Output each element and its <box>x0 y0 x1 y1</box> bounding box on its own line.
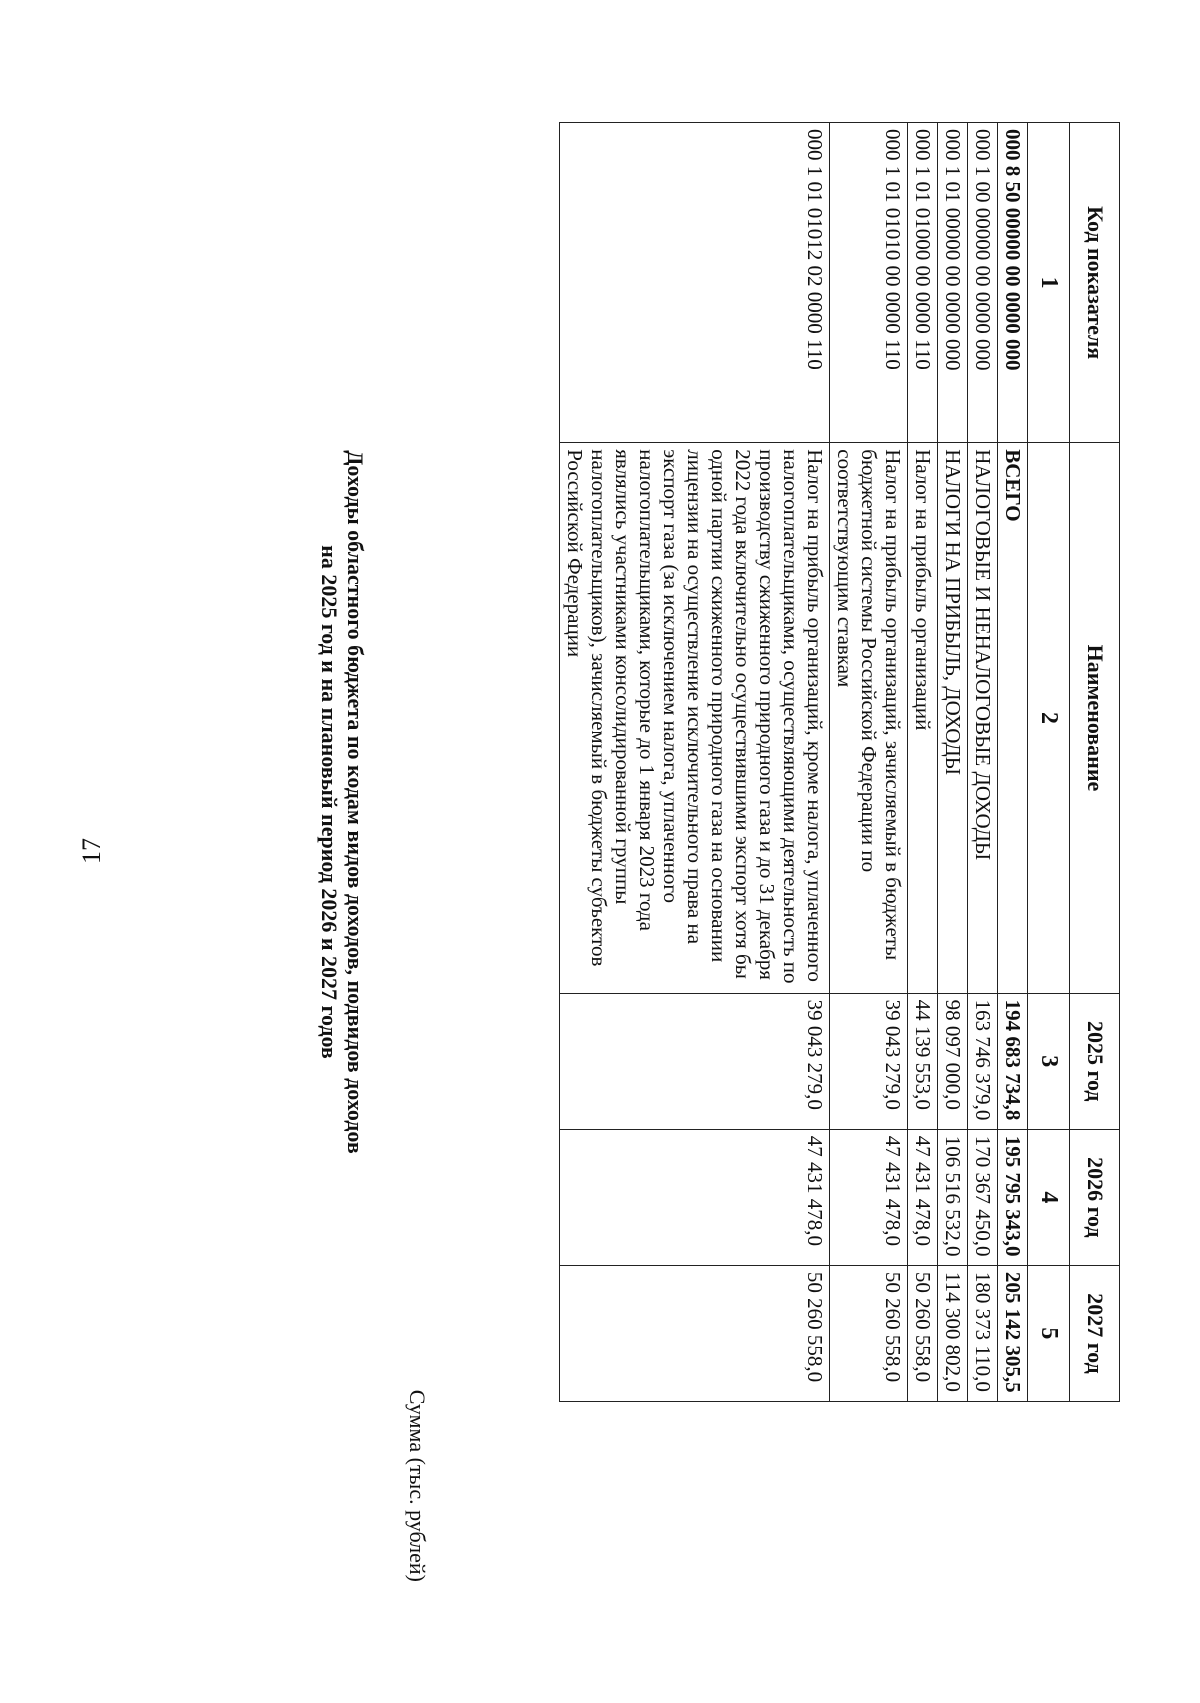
units-label: Сумма (тыс. рублей) <box>405 1389 430 1582</box>
row-value-2027: 50 260 558,0 <box>560 1265 830 1401</box>
row-value-2026: 47 431 478,0 <box>908 1129 938 1265</box>
table-row-total <box>998 123 1028 1402</box>
revenue-table <box>559 122 1120 1402</box>
rotated-page-content <box>220 122 1120 1582</box>
table-row <box>938 123 968 1402</box>
row-value-2026: 170 367 450,0 <box>968 1129 998 1265</box>
row-name: Налог на прибыль организаций, зачисляемый в бюджеты бюджетной системы Российской Федерации по соответствующим ставкам <box>830 443 908 993</box>
header-code: Код показателя <box>1070 123 1120 443</box>
row-name: ВСЕГО <box>998 443 1028 993</box>
row-name: Налог на прибыль организаций, кроме налога, уплаченного налогоплательщиками, осуществляющими деятельность по производству сжиженного природного газа и до 31 декабря 2022 года включительно осуществившими экспорт хотя бы одной партии сжиженного природного газа на основании лицензии на осуществление исключительного права на экспорт газа (за исключением налога, уплаченного налогоплательщиками, которые до 1 января 2023 года являлись участниками консолидированной группы налогоплательщиков), зачисляемый в бюджеты субъектов Российской Федерации <box>560 443 830 993</box>
column-number: 5 <box>1028 1265 1070 1401</box>
row-value-2027: 114 300 802,0 <box>938 1265 968 1401</box>
row-code: 000 1 01 01010 00 0000 110 <box>830 123 908 443</box>
table-row <box>908 123 938 1402</box>
table-row <box>968 123 998 1402</box>
row-value-2027: 205 142 305,5 <box>998 1265 1028 1401</box>
column-number: 2 <box>1028 443 1070 993</box>
header-2026: 2026 год <box>1070 1129 1120 1265</box>
header-2027: 2027 год <box>1070 1265 1120 1401</box>
header-2025: 2025 год <box>1070 993 1120 1129</box>
column-number: 3 <box>1028 993 1070 1129</box>
row-value-2025: 194 683 734,8 <box>998 993 1028 1129</box>
header-name: Наименование <box>1070 443 1120 993</box>
document-title <box>316 122 368 1482</box>
row-value-2025: 39 043 279,0 <box>830 993 908 1129</box>
row-value-2027: 50 260 558,0 <box>830 1265 908 1401</box>
row-code: 000 8 50 00000 00 0000 000 <box>998 123 1028 443</box>
row-code: 000 1 01 00000 00 0000 000 <box>938 123 968 443</box>
row-code: 000 1 01 01012 02 0000 110 <box>560 123 830 443</box>
row-value-2025: 98 097 000,0 <box>938 993 968 1129</box>
title-line: Доходы областного бюджета по кодам видов доходов, подвидов доходов <box>343 450 368 1154</box>
row-value-2026: 47 431 478,0 <box>560 1129 830 1265</box>
row-code: 000 1 00 00000 00 0000 000 <box>968 123 998 443</box>
row-name: Налог на прибыль организаций <box>908 443 938 993</box>
row-name: НАЛОГОВЫЕ И НЕНАЛОГОВЫЕ ДОХОДЫ <box>968 443 998 993</box>
row-value-2026: 47 431 478,0 <box>830 1129 908 1265</box>
row-value-2025: 44 139 553,0 <box>908 993 938 1129</box>
header-row <box>1070 123 1120 1402</box>
row-value-2026: 106 516 532,0 <box>938 1129 968 1265</box>
row-value-2025: 39 043 279,0 <box>560 993 830 1129</box>
title-line: на 2025 год и на плановый период 2026 и 2027 годов <box>317 545 342 1059</box>
row-value-2027: 180 373 110,0 <box>968 1265 998 1401</box>
column-number: 1 <box>1028 123 1070 443</box>
row-value-2027: 50 260 558,0 <box>908 1265 938 1401</box>
page-number: 17 <box>77 838 106 864</box>
column-number: 4 <box>1028 1129 1070 1265</box>
table-row <box>830 123 908 1402</box>
row-name: НАЛОГИ НА ПРИБЫЛЬ, ДОХОДЫ <box>938 443 968 993</box>
column-number-row <box>1028 123 1070 1402</box>
row-value-2025: 163 746 379,0 <box>968 993 998 1129</box>
table-row <box>560 123 830 1402</box>
row-code: 000 1 01 01000 00 0000 110 <box>908 123 938 443</box>
row-value-2026: 195 795 343,0 <box>998 1129 1028 1265</box>
